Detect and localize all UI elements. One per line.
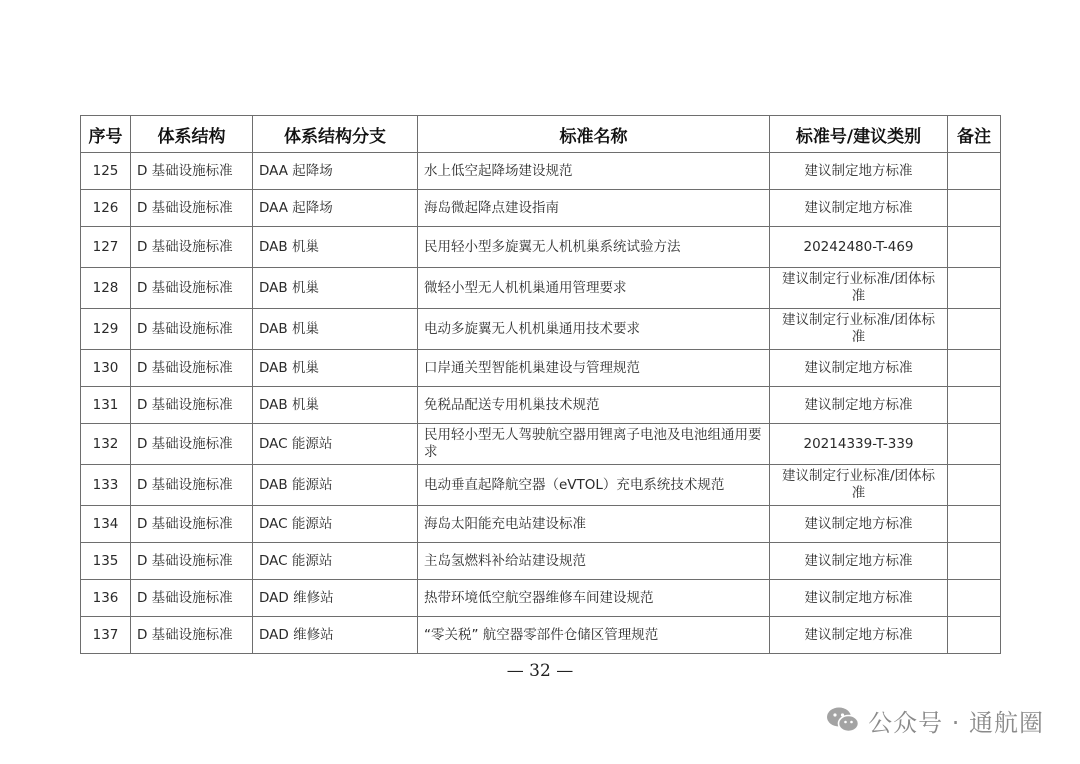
cell-category: 建议制定行业标准/团体标准 xyxy=(770,465,948,506)
cell-structure: D 基础设施标准 xyxy=(131,153,253,190)
table-row xyxy=(81,506,1001,543)
cell-note xyxy=(948,617,1001,654)
cell-category: 建议制定地方标准 xyxy=(770,350,948,387)
cell-structure: D 基础设施标准 xyxy=(131,580,253,617)
cell-name: 海岛微起降点建设指南 xyxy=(418,190,770,227)
cell-name: 口岸通关型智能机巢建设与管理规范 xyxy=(418,350,770,387)
table-body xyxy=(81,153,1001,654)
cell-no: 131 xyxy=(81,387,131,424)
cell-name: 电动垂直起降航空器（eVTOL）充电系统技术规范 xyxy=(418,465,770,506)
cell-branch: DAC 能源站 xyxy=(253,543,418,580)
cell-branch: DAD 维修站 xyxy=(253,580,418,617)
cell-no: 125 xyxy=(81,153,131,190)
cell-name: 免税品配送专用机巢技术规范 xyxy=(418,387,770,424)
cell-note xyxy=(948,387,1001,424)
cell-category: 建议制定地方标准 xyxy=(770,190,948,227)
cell-branch: DAB 机巢 xyxy=(253,309,418,350)
cell-no: 128 xyxy=(81,268,131,309)
cell-branch: DAA 起降场 xyxy=(253,190,418,227)
header-branch: 体系结构分支 xyxy=(253,116,418,153)
cell-category: 建议制定地方标准 xyxy=(770,617,948,654)
cell-name: 电动多旋翼无人机机巢通用技术要求 xyxy=(418,309,770,350)
cell-category: 20242480-T-469 xyxy=(770,227,948,268)
cell-no: 135 xyxy=(81,543,131,580)
cell-note xyxy=(948,190,1001,227)
cell-structure: D 基础设施标准 xyxy=(131,617,253,654)
cell-note xyxy=(948,350,1001,387)
cell-branch: DAB 能源站 xyxy=(253,465,418,506)
cell-branch: DAB 机巢 xyxy=(253,268,418,309)
cell-category: 建议制定地方标准 xyxy=(770,543,948,580)
page-number: — 32 — xyxy=(506,661,574,681)
cell-category: 建议制定地方标准 xyxy=(770,387,948,424)
cell-note xyxy=(948,465,1001,506)
table-row xyxy=(81,153,1001,190)
cell-name: 水上低空起降场建设规范 xyxy=(418,153,770,190)
cell-no: 137 xyxy=(81,617,131,654)
cell-category: 建议制定行业标准/团体标准 xyxy=(770,309,948,350)
table-row xyxy=(81,387,1001,424)
cell-no: 130 xyxy=(81,350,131,387)
cell-category: 建议制定行业标准/团体标准 xyxy=(770,268,948,309)
cell-note xyxy=(948,309,1001,350)
cell-category: 建议制定地方标准 xyxy=(770,580,948,617)
cell-name: 主岛氢燃料补给站建设规范 xyxy=(418,543,770,580)
cell-structure: D 基础设施标准 xyxy=(131,543,253,580)
cell-note xyxy=(948,506,1001,543)
cell-branch: DAB 机巢 xyxy=(253,350,418,387)
watermark xyxy=(826,700,1044,740)
cell-name: 热带环境低空航空器维修车间建设规范 xyxy=(418,580,770,617)
cell-name: 民用轻小型多旋翼无人机机巢系统试验方法 xyxy=(418,227,770,268)
cell-branch: DAA 起降场 xyxy=(253,153,418,190)
cell-branch: DAB 机巢 xyxy=(253,227,418,268)
table-row xyxy=(81,617,1001,654)
cell-note xyxy=(948,580,1001,617)
cell-structure: D 基础设施标准 xyxy=(131,309,253,350)
cell-structure: D 基础设施标准 xyxy=(131,506,253,543)
cell-structure: D 基础设施标准 xyxy=(131,227,253,268)
cell-note xyxy=(948,543,1001,580)
cell-structure: D 基础设施标准 xyxy=(131,350,253,387)
cell-branch: DAB 机巢 xyxy=(253,387,418,424)
table-row xyxy=(81,465,1001,506)
table-row xyxy=(81,424,1001,465)
table-row xyxy=(81,580,1001,617)
table-row xyxy=(81,268,1001,309)
cell-no: 129 xyxy=(81,309,131,350)
cell-structure: D 基础设施标准 xyxy=(131,387,253,424)
cell-structure: D 基础设施标准 xyxy=(131,424,253,465)
header-note: 备注 xyxy=(948,116,1001,153)
header-name: 标准名称 xyxy=(418,116,770,153)
cell-category: 建议制定地方标准 xyxy=(770,153,948,190)
cell-name: 微轻小型无人机机巢通用管理要求 xyxy=(418,268,770,309)
cell-name: 民用轻小型无人驾驶航空器用锂离子电池及电池组通用要求 xyxy=(418,424,770,465)
table-row xyxy=(81,350,1001,387)
standards-table xyxy=(80,115,1001,654)
cell-category: 建议制定地方标准 xyxy=(770,506,948,543)
table-row xyxy=(81,309,1001,350)
cell-note xyxy=(948,153,1001,190)
cell-structure: D 基础设施标准 xyxy=(131,268,253,309)
cell-category: 20214339-T-339 xyxy=(770,424,948,465)
table-header-row xyxy=(81,116,1001,153)
cell-branch: DAC 能源站 xyxy=(253,506,418,543)
cell-no: 134 xyxy=(81,506,131,543)
cell-name: 海岛太阳能充电站建设标准 xyxy=(418,506,770,543)
cell-no: 133 xyxy=(81,465,131,506)
wechat-icon xyxy=(826,706,860,734)
table-row xyxy=(81,543,1001,580)
cell-no: 127 xyxy=(81,227,131,268)
header-structure: 体系结构 xyxy=(131,116,253,153)
cell-note xyxy=(948,268,1001,309)
cell-branch: DAD 维修站 xyxy=(253,617,418,654)
cell-no: 136 xyxy=(81,580,131,617)
cell-name: “零关税” 航空器零部件仓储区管理规范 xyxy=(418,617,770,654)
cell-note xyxy=(948,424,1001,465)
cell-no: 126 xyxy=(81,190,131,227)
table-row xyxy=(81,190,1001,227)
cell-structure: D 基础设施标准 xyxy=(131,465,253,506)
table-row xyxy=(81,227,1001,268)
cell-no: 132 xyxy=(81,424,131,465)
cell-note xyxy=(948,227,1001,268)
cell-structure: D 基础设施标准 xyxy=(131,190,253,227)
watermark-text: 公众号 · 通航圈 xyxy=(868,708,1044,737)
cell-branch: DAC 能源站 xyxy=(253,424,418,465)
header-no: 序号 xyxy=(81,116,131,153)
header-category: 标准号/建议类别 xyxy=(770,116,948,153)
